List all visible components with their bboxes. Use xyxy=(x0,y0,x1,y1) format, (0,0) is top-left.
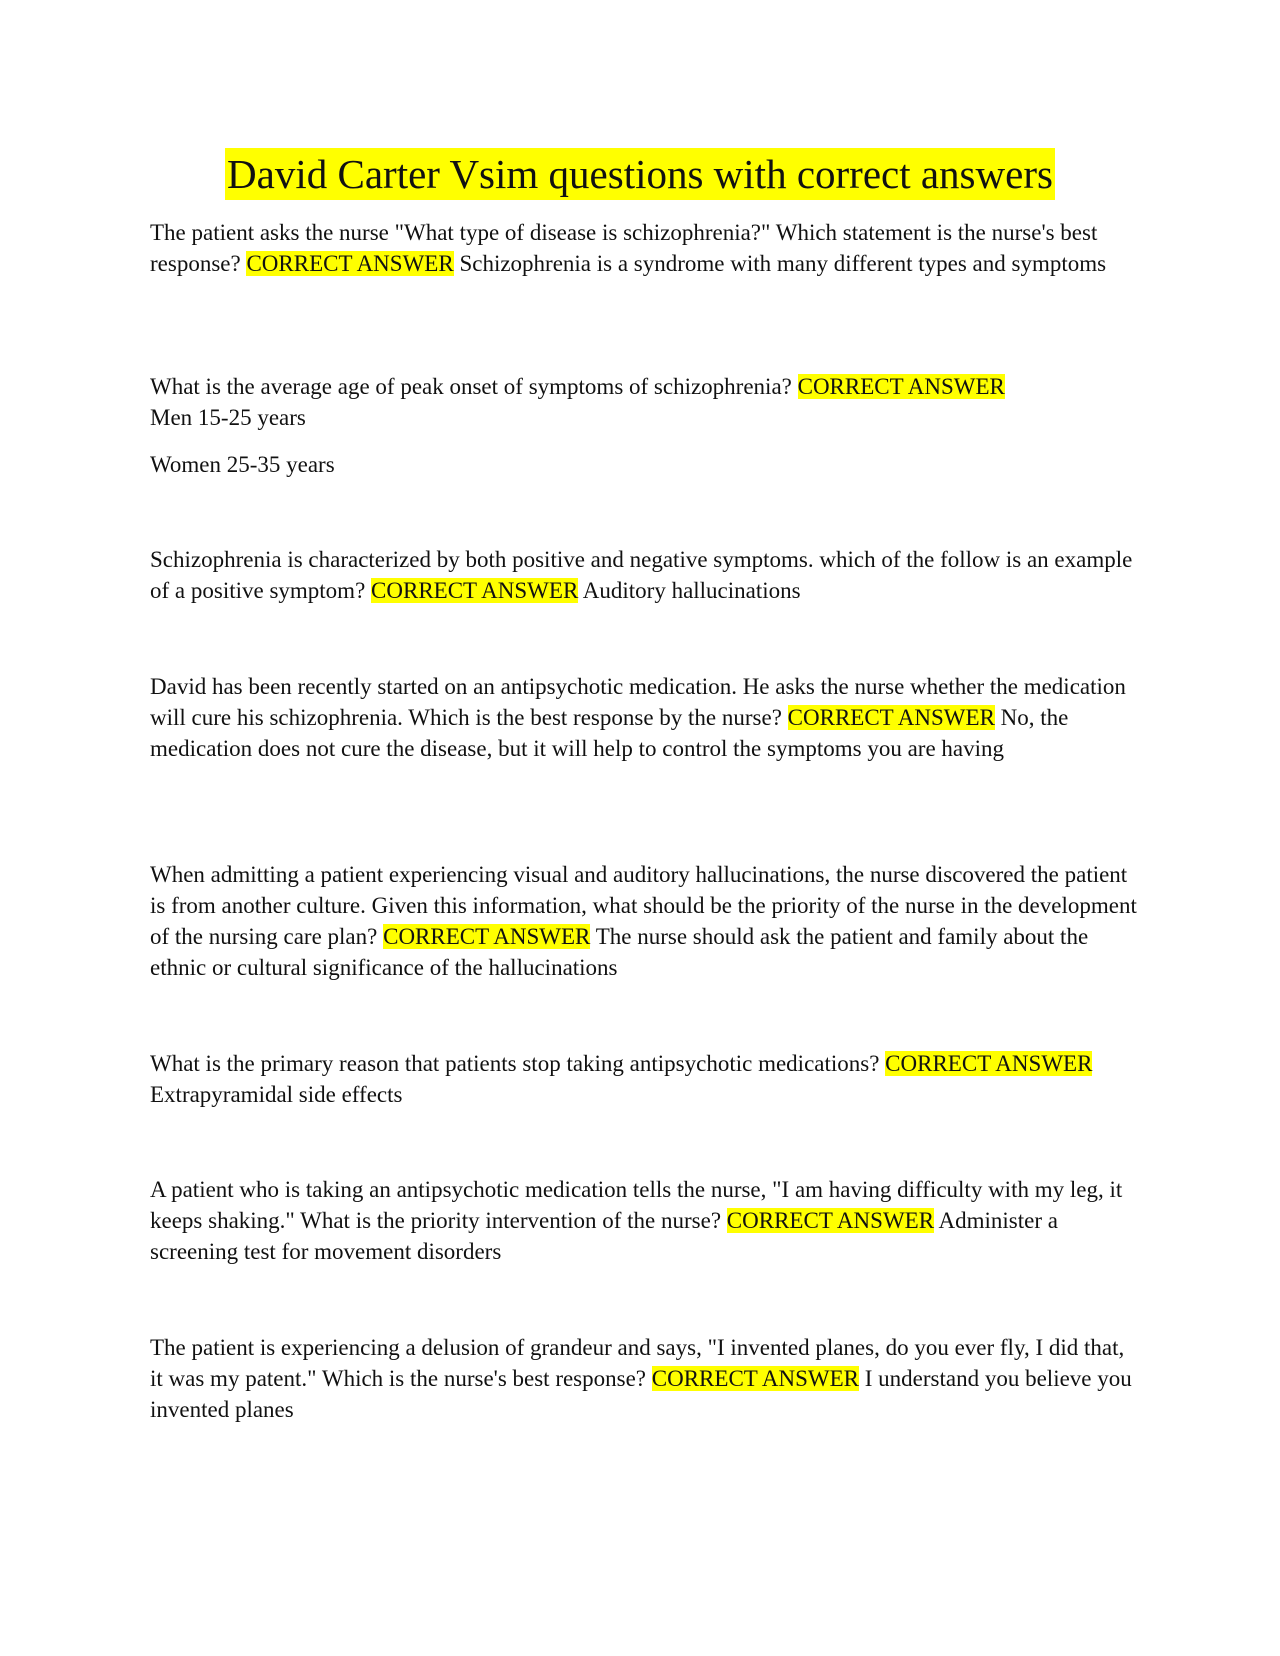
correct-answer-label: CORRECT ANSWER xyxy=(787,705,995,730)
answer-text: Extrapyramidal side effects xyxy=(150,1082,403,1107)
answer-text: The nurse should ask the patient and family about the ethnic or cultural significance of the hallucinations xyxy=(150,924,1089,980)
answer-extra xyxy=(150,449,1140,480)
answer-text: Schizophrenia is a syndrome with many different types and symptoms xyxy=(459,251,1107,276)
correct-answer-label: CORRECT ANSWER xyxy=(885,1051,1093,1076)
qa-item xyxy=(150,1048,1140,1110)
answer-text: Auditory hallucinations xyxy=(582,578,801,603)
answer-text: Men 15-25 years xyxy=(150,405,306,430)
correct-answer-label: CORRECT ANSWER xyxy=(726,1208,935,1233)
answer-extra-text: Women 25-35 years xyxy=(150,452,335,477)
qa-item xyxy=(150,217,1140,279)
answer-text: Administer a screening test for movement disorders xyxy=(150,1208,1058,1264)
correct-answer-label: CORRECT ANSWER xyxy=(651,1366,860,1391)
qa-item xyxy=(150,371,1140,433)
document-title: David Carter Vsim questions with correct answers xyxy=(225,148,1055,200)
question-text: Schizophrenia is characterized by both positive and negative symptoms. which of the follow is an example of a positive symptom? xyxy=(150,547,1133,603)
correct-answer-label: CORRECT ANSWER xyxy=(383,924,591,949)
title-wrap xyxy=(0,148,1280,200)
correct-answer-label: CORRECT ANSWER xyxy=(371,578,579,603)
answer-text: I understand you believe you invented planes xyxy=(150,1366,1132,1422)
question-text: When admitting a patient experiencing visual and auditory hallucinations, the nurse discovered the patient is from another culture. Given this information, what should be the priority of the nurse in the development of the nursing care plan? xyxy=(150,862,1137,949)
correct-answer-label: CORRECT ANSWER xyxy=(797,374,1005,399)
qa-item xyxy=(150,1332,1140,1425)
qa-item xyxy=(150,544,1140,606)
qa-item xyxy=(150,859,1140,983)
question-text: David has been recently started on an antipsychotic medication. He asks the nurse whether the medication will cure his schizophrenia. Which is the best response by the nurse? xyxy=(150,674,1126,730)
question-text: The patient asks the nurse "What type of disease is schizophrenia?" Which statement is the nurse's best response? xyxy=(150,220,1098,276)
question-text: What is the primary reason that patients stop taking antipsychotic medications? xyxy=(150,1051,880,1076)
question-text: The patient is experiencing a delusion of grandeur and says, "I invented planes, do you ever fly, I did that, it was my patent." Which is the nurse's best response? xyxy=(150,1335,1125,1391)
answer-text: No, the medication does not cure the disease, but it will help to control the symptoms you are having xyxy=(150,705,1069,761)
qa-item xyxy=(150,1174,1140,1267)
correct-answer-label: CORRECT ANSWER xyxy=(246,251,454,276)
question-text: What is the average age of peak onset of symptoms of schizophrenia? xyxy=(150,374,792,399)
question-text: A patient who is taking an antipsychotic medication tells the nurse, "I am having difficulty with my leg, it keeps shaking." What is the priority intervention of the nurse? xyxy=(150,1177,1123,1233)
qa-item xyxy=(150,671,1140,764)
